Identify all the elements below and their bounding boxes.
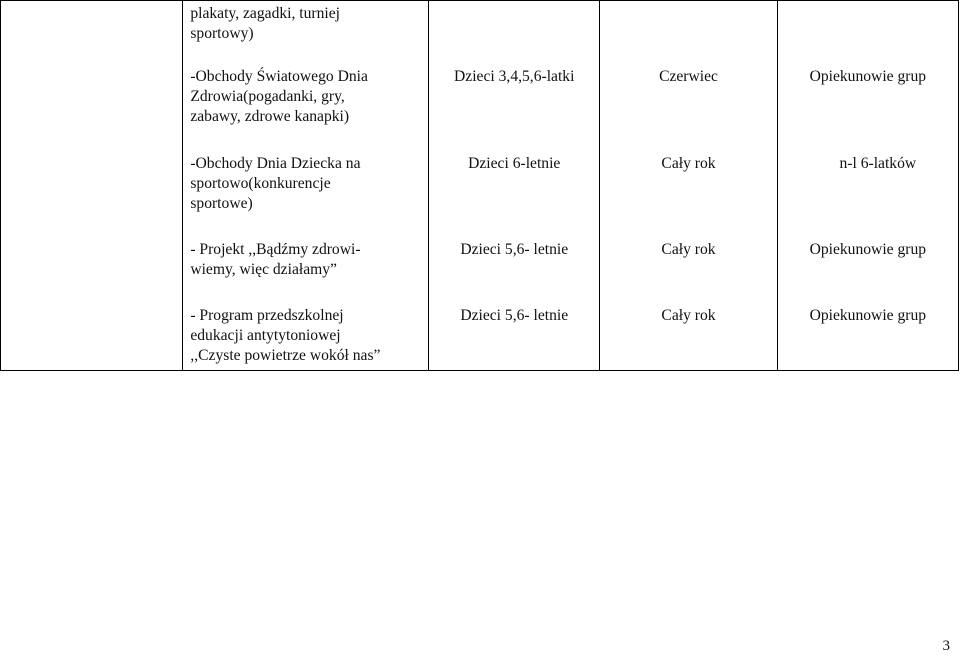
table-row — [1, 67, 959, 153]
table-row — [1, 239, 959, 305]
time-cell: Cały rok — [600, 239, 777, 305]
empty-cell — [1, 67, 183, 153]
time-cell: Cały rok — [600, 153, 777, 239]
responsible-cell — [777, 1, 958, 67]
activity-line: -Obchody Światowego Dnia — [190, 67, 368, 85]
time-cell: Czerwiec — [600, 67, 777, 153]
group-cell: Dzieci 5,6- letnie — [429, 305, 600, 371]
activity-line: ,,Czyste powietrze wokół nas” — [190, 346, 381, 364]
activity-line: -Obchody Dnia Dziecka na — [190, 154, 361, 172]
activity-cell — [183, 239, 429, 305]
activity-cell — [183, 1, 429, 67]
activity-cell — [183, 153, 429, 239]
responsible-cell: Opiekunowie grup — [777, 305, 958, 371]
group-cell: Dzieci 6-letnie — [429, 153, 600, 239]
activity-cell — [183, 67, 429, 153]
group-cell: Dzieci 5,6- letnie — [429, 239, 600, 305]
activity-cell — [183, 305, 429, 371]
responsible-cell: Opiekunowie grup — [777, 239, 958, 305]
activity-line: zabawy, zdrowe kanapki) — [190, 107, 350, 125]
page-number: 3 — [942, 638, 950, 654]
time-cell: Cały rok — [600, 305, 777, 371]
responsible-cell: Opiekunowie grup — [777, 67, 958, 153]
activity-line: sportowe) — [190, 194, 253, 212]
group-cell: Dzieci 3,4,5,6-latki — [429, 67, 600, 153]
empty-cell — [1, 239, 183, 305]
responsible-cell: n-l 6-latków — [777, 153, 958, 239]
empty-cell — [1, 1, 183, 67]
activity-line: Zdrowia(pogadanki, gry, — [190, 87, 345, 105]
table-row — [1, 305, 959, 371]
activity-line: - Projekt ,,Bądźmy zdrowi- — [190, 240, 361, 258]
empty-cell — [1, 153, 183, 239]
group-cell — [429, 1, 600, 67]
activity-line: wiemy, więc działamy” — [190, 260, 337, 278]
activity-line: edukacji antytytoniowej — [190, 326, 341, 344]
activity-line: sportowo(konkurencje — [190, 174, 331, 192]
activity-line: plakaty, zagadki, turniej — [190, 5, 340, 22]
empty-cell — [1, 305, 183, 371]
table-row — [1, 1, 959, 67]
activity-line: sportowy) — [190, 25, 254, 42]
activity-line: - Program przedszkolnej — [190, 306, 344, 324]
table-row — [1, 153, 959, 239]
time-cell — [600, 1, 777, 67]
